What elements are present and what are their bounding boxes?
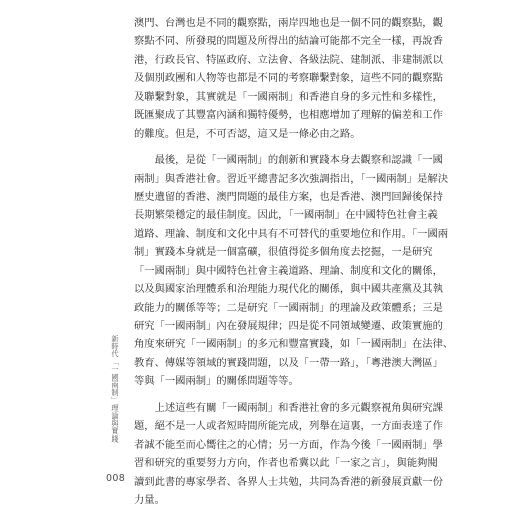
paragraph-gap (134, 143, 404, 151)
text-line: 察點不同、所發現的問題及所得出的結論可能都不完全一樣，再說香 (134, 35, 443, 48)
text-line: 長期繁榮穩定的最佳制度。因此，「一國兩制」在中國特色社會主義 (134, 209, 438, 222)
text-line: 的難度。但是，不可否認，這又是一條必由之路。 (134, 127, 361, 140)
text-line: 題，絕不是一人或者短時間所能完成，列舉在這裏，一方面表達了作 (134, 420, 443, 433)
text-line: 上述這些有關「一國兩制」和香港社會的多元觀察視角與研究課 (134, 401, 443, 414)
text-line: 及個別政團和人物等也都是不同的考察聯繫對象，這些不同的觀察點 (134, 72, 443, 85)
body-text (134, 14, 454, 509)
text-line: 澳門、台灣也是不同的觀察點，兩岸四地也是一個不同的觀察點，觀 (134, 17, 443, 29)
text-line: 教育、傳媒等領域的實踐問題，以及「一帶一路」，「粵港澳大灣區」 (134, 356, 443, 369)
text-line: 研究「一國兩制」內在發展規律；四是從不同領域變遷、政策實施的 (134, 320, 443, 332)
text-line: 道路、理論、制度和文化中具有不可替代的重要地位和作用。「一國兩 (134, 227, 449, 240)
paragraph-gap (134, 391, 404, 399)
paragraph (134, 14, 443, 143)
paragraph (134, 399, 443, 509)
page-number: 008 (106, 473, 126, 484)
text-line: 者誠不能至而心嚮往之的心情；另一方面，作為今後「一國兩制」學 (134, 438, 443, 451)
text-line: 既匯聚成了其豐富內涵和獨特優勢，也相應增加了理解的偏差和工作 (134, 109, 443, 122)
text-line: 習和研究的重要努力方向，作者也希冀以此「一家之言」，與能夠閱 (134, 457, 438, 470)
text-line: 兩制」與香港社會。習近平總書記多次強調指出，「一國兩制」是解決 (134, 172, 449, 185)
text-line: 角度來研究「一國兩制」的多元和豐富實踐，如「一國兩制」在法律、 (134, 338, 454, 351)
paragraph (134, 151, 454, 391)
text-line: 港，行政長官、特區政府、立法會、各級法院、建制派、非建制派以 (134, 53, 443, 66)
text-line: 讀到此書的專家學者、各界人士共勉，共同為香港的新發展貢獻一份 (134, 475, 443, 488)
page-footer (106, 335, 126, 495)
text-line: 及聯繫對象，其實就是「一國兩制」和香港自身的多元性和多樣性， (134, 90, 443, 103)
text-line: 以及與國家治理體系和治理能力現代化的關係，與中國共產黨及其執 (134, 283, 443, 296)
text-line: 最後，是從「一國兩制」的創新和實踐本身去觀察和認識「一國 (134, 154, 443, 167)
text-line: 制」實踐本身就是一個富礦，很值得從多個角度去挖掘，一是研究 (134, 246, 433, 259)
text-line: 政能力的關係等等；二是研究「一國兩制」的理論及政策體系；三是 (134, 301, 443, 314)
text-line: 力量。 (134, 493, 165, 506)
text-line: 「一國兩制」與中國特色社會主義道路、理論、制度和文化的關係， (134, 264, 443, 277)
text-line: 等與「一國兩制」的關係問題等等。 (134, 375, 299, 388)
text-line: 歷史遺留的香港、澳門問題的最佳方案，也是香港、澳門回歸後保持 (134, 190, 443, 203)
running-head: 新時代「一國兩制」理論與實踐 (111, 335, 120, 443)
